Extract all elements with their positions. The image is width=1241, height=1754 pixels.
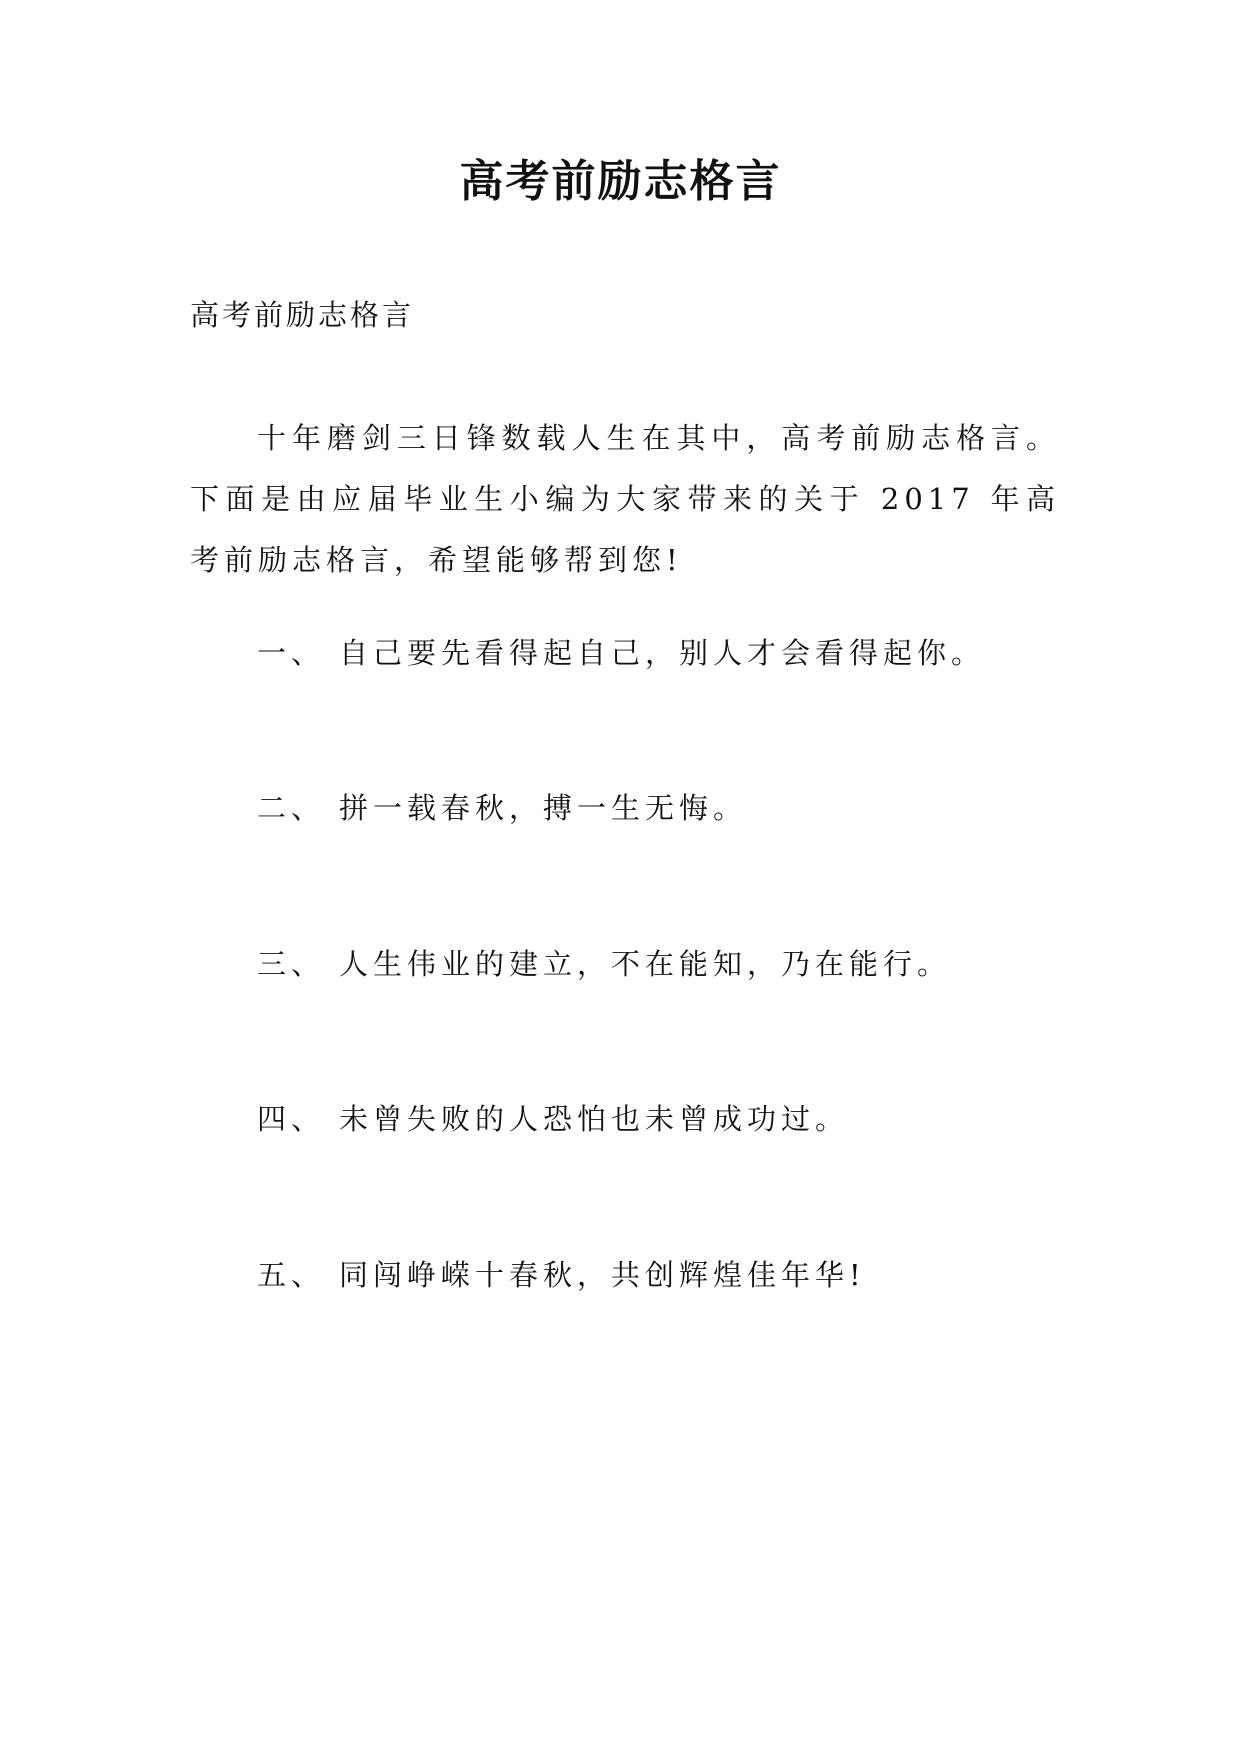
quote-text: 人生伟业的建立，不在能知，乃在能行。 bbox=[339, 947, 952, 981]
quote-number: 四、 bbox=[257, 1102, 326, 1136]
quote-item bbox=[257, 788, 747, 828]
quote-item bbox=[257, 1099, 849, 1139]
quote-text: 拼一载春秋，搏一生无悔。 bbox=[339, 791, 748, 825]
quote-item bbox=[257, 944, 951, 984]
quote-number: 一、 bbox=[257, 636, 326, 670]
quote-text: 自己要先看得起自己，别人才会看得起你。 bbox=[339, 636, 986, 670]
intro-paragraph: 十年磨剑三日锋数载人生在其中，高考前励志格言。下面是由应届毕业生小编为大家带来的关于 2017 年高考前励志格言，希望能够帮到您! bbox=[190, 421, 1060, 577]
quote-text: 未曾失败的人恐怕也未曾成功过。 bbox=[339, 1102, 850, 1136]
quote-text: 同闯峥嵘十春秋，共创辉煌佳年华! bbox=[339, 1258, 866, 1292]
quote-number: 五、 bbox=[257, 1258, 326, 1292]
quote-number: 三、 bbox=[257, 947, 326, 981]
quote-item bbox=[257, 633, 985, 673]
document-subtitle: 高考前励志格言 bbox=[190, 298, 415, 332]
quote-item bbox=[257, 1255, 866, 1295]
quote-number: 二、 bbox=[257, 791, 326, 825]
document-title: 高考前励志格言 bbox=[459, 156, 782, 207]
